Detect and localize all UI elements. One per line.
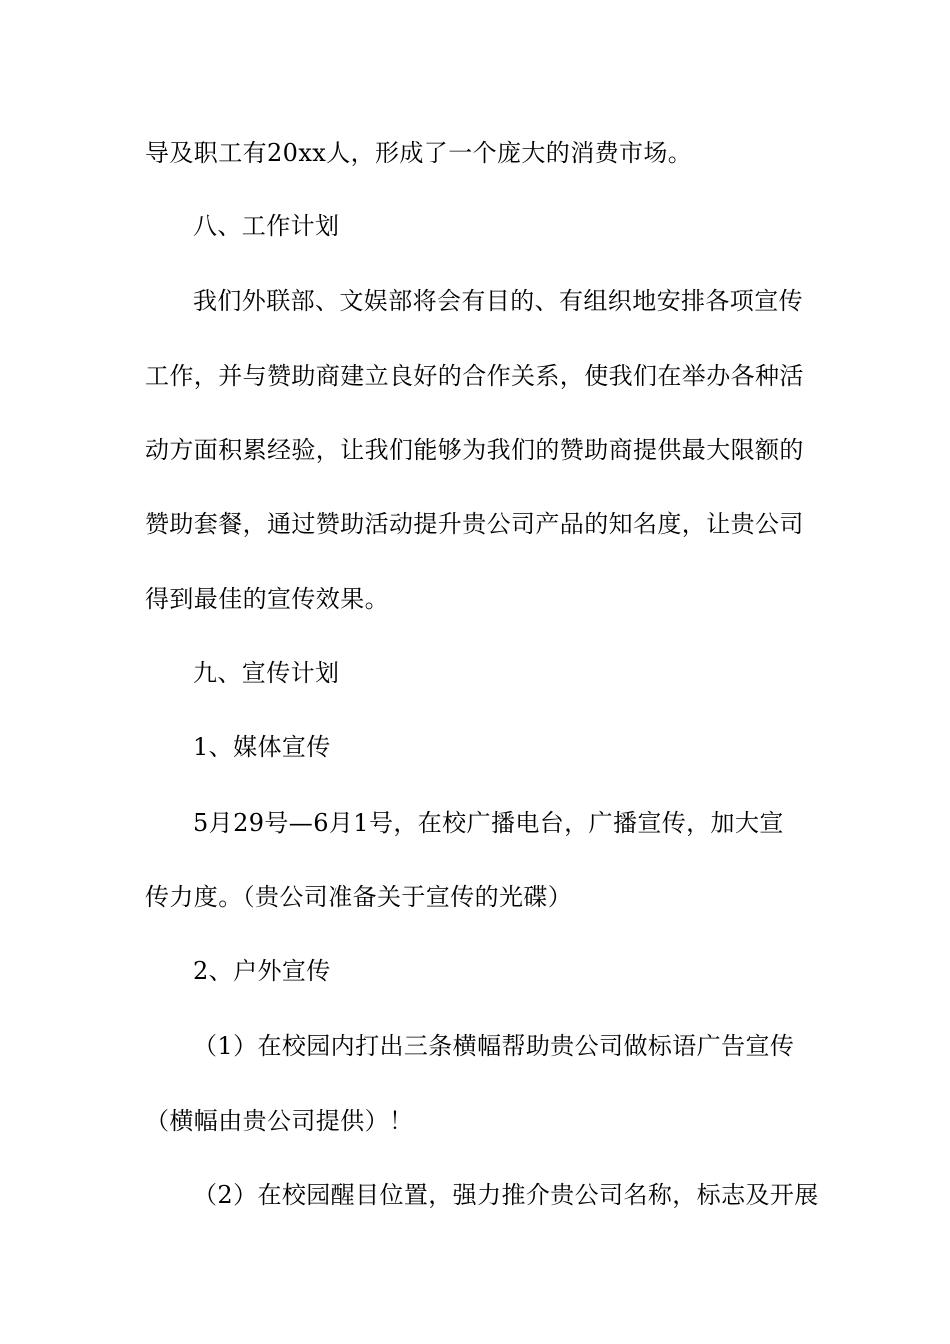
text-line: 5月29号—6月1号，在校广播电台，广播宣传，加大宣 [193, 809, 784, 837]
subsection-heading: 2、户外宣传 [193, 957, 331, 985]
text-line: 导及职工有20xx人，形成了一个庞大的消费市场。 [145, 139, 693, 167]
section-heading: 八、工作计划 [193, 212, 340, 240]
text-line: 得到最佳的宣传效果。 [145, 585, 389, 613]
section-heading: 九、宣传计划 [193, 659, 340, 687]
text-line: 动方面积累经验，让我们能够为我们的赞助商提供最大限额的 [145, 436, 804, 464]
text-line: 传力度。（贵公司准备关于宣传的光碟） [145, 883, 573, 911]
text-line: （1）在校园内打出三条横幅帮助贵公司做标语广告宣传 [193, 1032, 795, 1060]
text-line: 我们外联部、文娱部将会有目的、有组织地安排各项宣传 [193, 287, 803, 315]
text-line: 工作，并与赞助商建立良好的合作关系，使我们在举办各种活 [145, 362, 804, 390]
text-line: （横幅由贵公司提供）！ [145, 1107, 414, 1135]
subsection-heading: 1、媒体宣传 [193, 733, 331, 761]
text-line: 赞助套餐，通过赞助活动提升贵公司产品的知名度，让贵公司 [145, 510, 804, 538]
text-line: （2）在校园醒目位置，强力推介贵公司名称，标志及开展 [193, 1181, 819, 1209]
